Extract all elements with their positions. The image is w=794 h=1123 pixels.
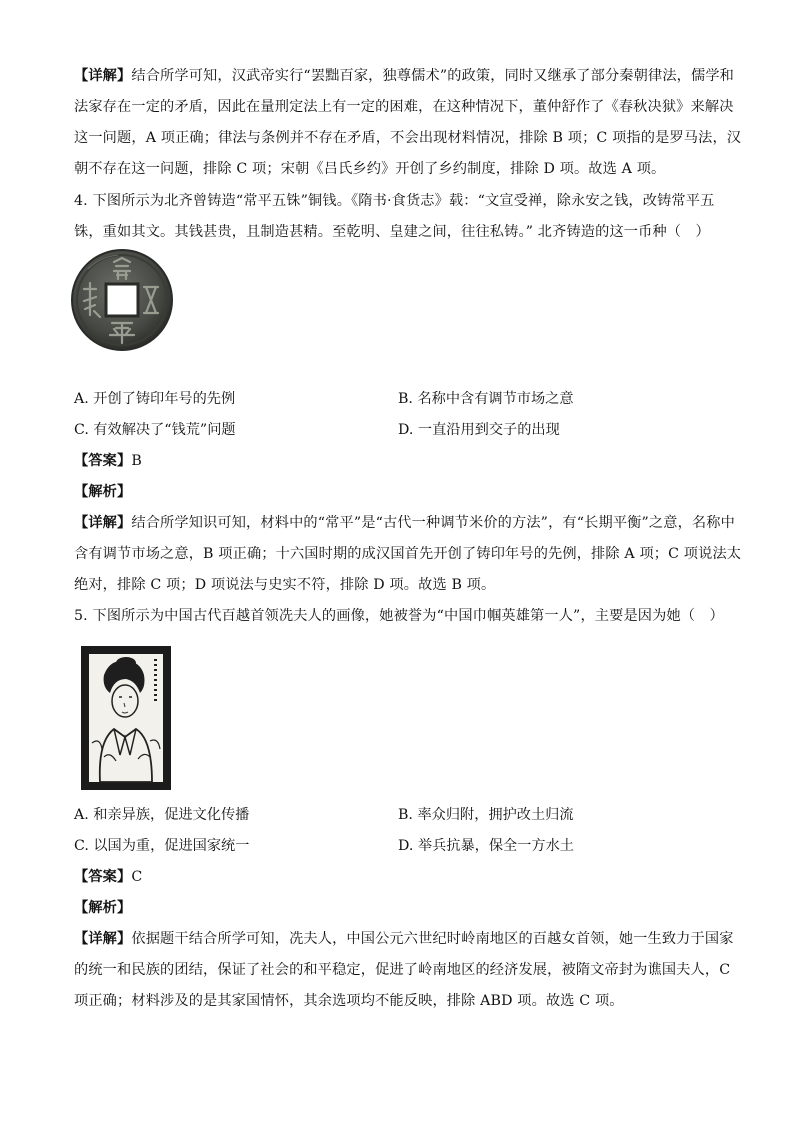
q5-answer: 【答案】C — [74, 869, 143, 885]
q3-detail-line-2: 法家存在一定的矛盾，因此在量刑定法上有一定的困难，在这种情况下，董仲舒作了《春秋决狱》来解决 — [74, 99, 734, 115]
q4-stem-line-1: 4. 下图所示为北齐曾铸造“常平五铢”铜钱。《隋书·食货志》载：“文宣受禅，除永安之钱，改铸常平五 — [74, 193, 715, 209]
coin-image — [70, 249, 174, 351]
q5-detail-line-3: 项正确；材料涉及的是其家国情怀，其余选项均不能反映，排除 ABD 项。故选 C 项。 — [74, 993, 624, 1009]
portrait-image — [80, 645, 172, 791]
q4-option-c: C. 有效解决了“钱荒”问题 — [74, 422, 236, 438]
q5-option-d: D. 举兵抗暴，保全一方水土 — [398, 838, 574, 854]
q3-detail-line-4: 朝不存在这一问题，排除 C 项；宋朝《吕氏乡约》开创了乡约制度，排除 D 项。故选 A 项。 — [74, 161, 666, 177]
q5-analysis-tag: 【解析】 — [74, 900, 132, 916]
q4-detail-line-1: 【详解】结合所学知识可知，材料中的“常平”是“古代一种调节米价的方法”，有“长期平衡”之意，名称中 — [74, 515, 735, 531]
q4-option-b: B. 名称中含有调节市场之意 — [398, 391, 574, 407]
q4-detail-line-3: 绝对，排除 C 项；D 项说法与史实不符，排除 D 项。故选 B 项。 — [74, 577, 496, 593]
q5-option-b: B. 率众归附，拥护改土归流 — [398, 807, 574, 823]
q4-detail-line-2: 含有调节市场之意，B 项正确；十六国时期的成汉国首先开创了铸印年号的先例，排除 A 项；C 项说法太 — [74, 546, 742, 562]
q5-detail-line-2: 的统一和民族的团结，保证了社会的和平稳定，促进了岭南地区的经济发展，被隋文帝封为谯国夫人，C — [74, 962, 731, 978]
q3-detail-line-3: 这一问题，A 项正确；律法与条例并不存在矛盾，不会出现材料情况，排除 B 项；C 项指的是罗马法，汉 — [74, 130, 742, 146]
q4-answer: 【答案】B — [74, 453, 142, 469]
q4-option-a: A. 开创了铸印年号的先例 — [74, 391, 236, 407]
q4-analysis-tag: 【解析】 — [74, 484, 132, 500]
q5-stem: 5. 下图所示为中国古代百越首领冼夫人的画像，她被誉为“中国巾帼英雄第一人”，主要是因为她（ ） — [74, 608, 724, 624]
q4-option-d: D. 一直沿用到交子的出现 — [398, 422, 560, 438]
q3-detail-tag: 【详解】 — [74, 68, 132, 84]
q5-detail-line-1: 【详解】依据题干结合所学可知，冼夫人，中国公元六世纪时岭南地区的百越女首领，她一生致力于国家 — [74, 931, 734, 947]
q5-option-c: C. 以国为重，促进国家统一 — [74, 838, 250, 854]
q5-option-a: A. 和亲异族，促进文化传播 — [74, 807, 250, 823]
q3-detail-line-1: 【详解】结合所学可知，汉武帝实行“罢黜百家，独尊儒术”的政策，同时又继承了部分秦朝律法，儒学和 — [74, 68, 735, 84]
q4-stem-line-2: 铢，重如其文。其钱甚贵，且制造甚精。至乾明、皇建之间，往往私铸。” 北齐铸造的这一币种（ ） — [74, 224, 710, 240]
